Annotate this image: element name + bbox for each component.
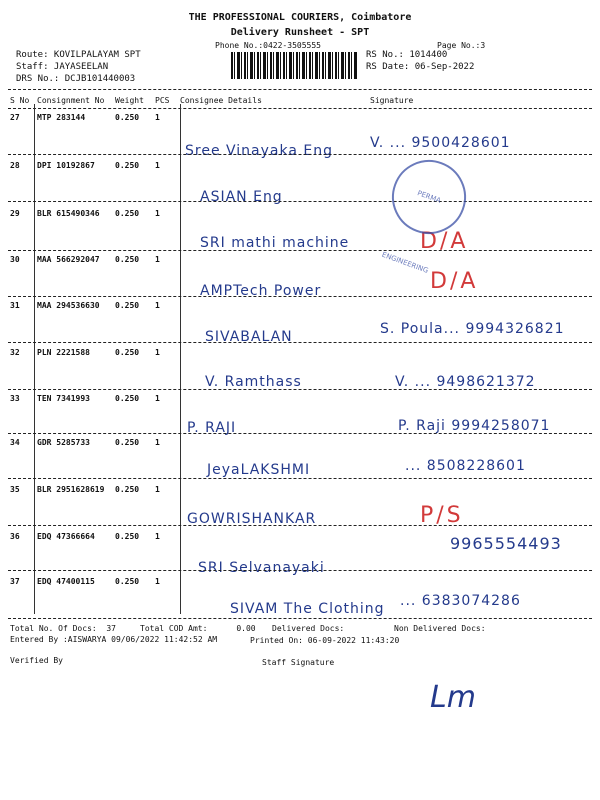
- company-name: THE PROFESSIONAL COURIERS, Coimbatore: [188, 12, 412, 23]
- row-consignment: MAA 294536630: [37, 301, 100, 310]
- col-weight: Weight: [115, 96, 144, 105]
- row-consignment: MTP 283144: [37, 113, 86, 122]
- row-pcs: 1: [155, 485, 160, 494]
- row-sno: 32: [10, 348, 20, 357]
- divider: [8, 570, 592, 571]
- row-consignment: EDQ 47366664: [37, 532, 95, 541]
- divider: [8, 296, 592, 297]
- row-pcs: 1: [155, 438, 160, 447]
- row-weight: 0.250: [115, 577, 140, 586]
- row-consignee: SRI mathi machine: [200, 235, 350, 251]
- total-cod: Total COD Amt: 0.00: [140, 624, 256, 633]
- row-consignee: JeyaLAKSHMI: [207, 462, 311, 478]
- column-rule: [180, 104, 181, 614]
- col-sno: S No: [10, 96, 30, 105]
- row-sno: 34: [10, 438, 20, 447]
- printed-on: Printed On: 06-09-2022 11:43:20: [250, 636, 400, 645]
- row-consignee: V. Ramthass: [205, 374, 302, 390]
- row-sno: 33: [10, 394, 20, 403]
- row-signature: P. Raji 9994258071: [398, 418, 551, 434]
- divider: [8, 108, 592, 109]
- row-pcs: 1: [155, 532, 160, 541]
- row-consignee: ASIAN Eng: [200, 189, 283, 205]
- document-title: Delivery Runsheet - SPT: [230, 27, 370, 38]
- divider: [8, 389, 592, 390]
- col-pcs: PCS: [155, 96, 170, 105]
- col-signature: Signature: [370, 96, 414, 105]
- divider: [8, 89, 592, 90]
- row-consignment: BLR 615490346: [37, 209, 100, 218]
- row-sno: 37: [10, 577, 20, 586]
- total-docs: Total No. Of Docs: 37: [10, 624, 116, 633]
- row-pcs: 1: [155, 394, 160, 403]
- divider: [8, 525, 592, 526]
- row-pcs: 1: [155, 209, 160, 218]
- row-weight: 0.250: [115, 301, 140, 310]
- row-weight: 0.250: [115, 209, 140, 218]
- row-signature: V. ... 9498621372: [395, 374, 536, 390]
- row-sno: 36: [10, 532, 20, 541]
- row-pcs: 1: [155, 348, 160, 357]
- divider: [8, 154, 592, 155]
- entered-by: Entered By :AISWARYA 09/06/2022 11:42:52 AM: [10, 635, 218, 644]
- row-signature: ... 6383074286: [400, 593, 521, 609]
- row-signature: V. ... 9500428601: [370, 135, 511, 151]
- drs-number: DRS No.: DCJB101440003: [16, 74, 136, 84]
- rs-number: RS No.: 1014400: [366, 50, 448, 60]
- row-weight: 0.250: [115, 255, 140, 264]
- barcode: [231, 52, 357, 79]
- row-weight: 0.250: [115, 394, 140, 403]
- row-consignee: AMPTech Power: [200, 283, 322, 299]
- divider: [8, 433, 592, 434]
- row-consignment: DPI 10192867: [37, 161, 95, 170]
- divider: [8, 478, 592, 479]
- divider: [8, 342, 592, 343]
- row-consignment: MAA 566292047: [37, 255, 100, 264]
- divider: [8, 201, 592, 202]
- row-consignment: TEN 7341993: [37, 394, 90, 403]
- row-pcs: 1: [155, 301, 160, 310]
- page-number: Page No.:3: [437, 41, 486, 50]
- row-signature: D/A: [420, 229, 469, 254]
- row-consignee: SIVABALAN: [205, 329, 293, 345]
- non-delivered-docs: Non Delivered Docs:: [394, 624, 486, 633]
- row-pcs: 1: [155, 161, 160, 170]
- row-consignment: GDR 5285733: [37, 438, 90, 447]
- row-consignee: Sree Vinayaka Eng: [185, 143, 333, 159]
- row-consignee: SIVAM The Clothing: [230, 601, 385, 617]
- row-consignment: BLR 2951628619: [37, 485, 105, 494]
- row-weight: 0.250: [115, 348, 140, 357]
- delivered-docs: Delivered Docs:: [272, 624, 345, 633]
- row-signature: ... 8508228601: [405, 458, 526, 474]
- row-consignment: PLN 2221588: [37, 348, 90, 357]
- col-consignment: Consignment No: [37, 96, 105, 105]
- row-pcs: 1: [155, 577, 160, 586]
- route: Route: KOVILPALAYAM SPT: [16, 50, 141, 60]
- rs-date: RS Date: 06-Sep-2022: [366, 62, 475, 72]
- row-sno: 27: [10, 113, 20, 122]
- divider: [8, 618, 592, 619]
- col-consignee: Consignee Details: [180, 96, 262, 105]
- row-sno: 29: [10, 209, 20, 218]
- phone-number: Phone No.:0422-3505555: [215, 41, 321, 50]
- row-consignee: GOWRISHANKAR: [187, 511, 317, 527]
- row-weight: 0.250: [115, 113, 140, 122]
- divider: [8, 250, 592, 251]
- row-sno: 35: [10, 485, 20, 494]
- row-consignment: EDQ 47400115: [37, 577, 95, 586]
- verified-by: Verified By: [10, 656, 63, 665]
- row-signature: D/A: [430, 269, 479, 294]
- row-weight: 0.250: [115, 161, 140, 170]
- handwritten-initials: Lm: [430, 680, 476, 715]
- column-rule: [34, 104, 35, 614]
- staff: Staff: JAYASEELAN: [16, 62, 109, 72]
- staff-signature: Staff Signature: [262, 658, 335, 667]
- row-signature: P/S: [420, 503, 464, 528]
- row-pcs: 1: [155, 113, 160, 122]
- row-sno: 31: [10, 301, 20, 310]
- row-signature: 9965554493: [450, 534, 562, 553]
- row-signature: S. Poula... 9994326821: [380, 321, 565, 337]
- row-weight: 0.250: [115, 532, 140, 541]
- row-pcs: 1: [155, 255, 160, 264]
- row-weight: 0.250: [115, 485, 140, 494]
- company-stamp: PERMA ENGINEERING: [382, 150, 477, 245]
- row-sno: 30: [10, 255, 20, 264]
- row-weight: 0.250: [115, 438, 140, 447]
- row-consignee: SRI Selvanayaki: [198, 560, 325, 576]
- row-sno: 28: [10, 161, 20, 170]
- row-consignee: P. RAJI: [187, 420, 237, 436]
